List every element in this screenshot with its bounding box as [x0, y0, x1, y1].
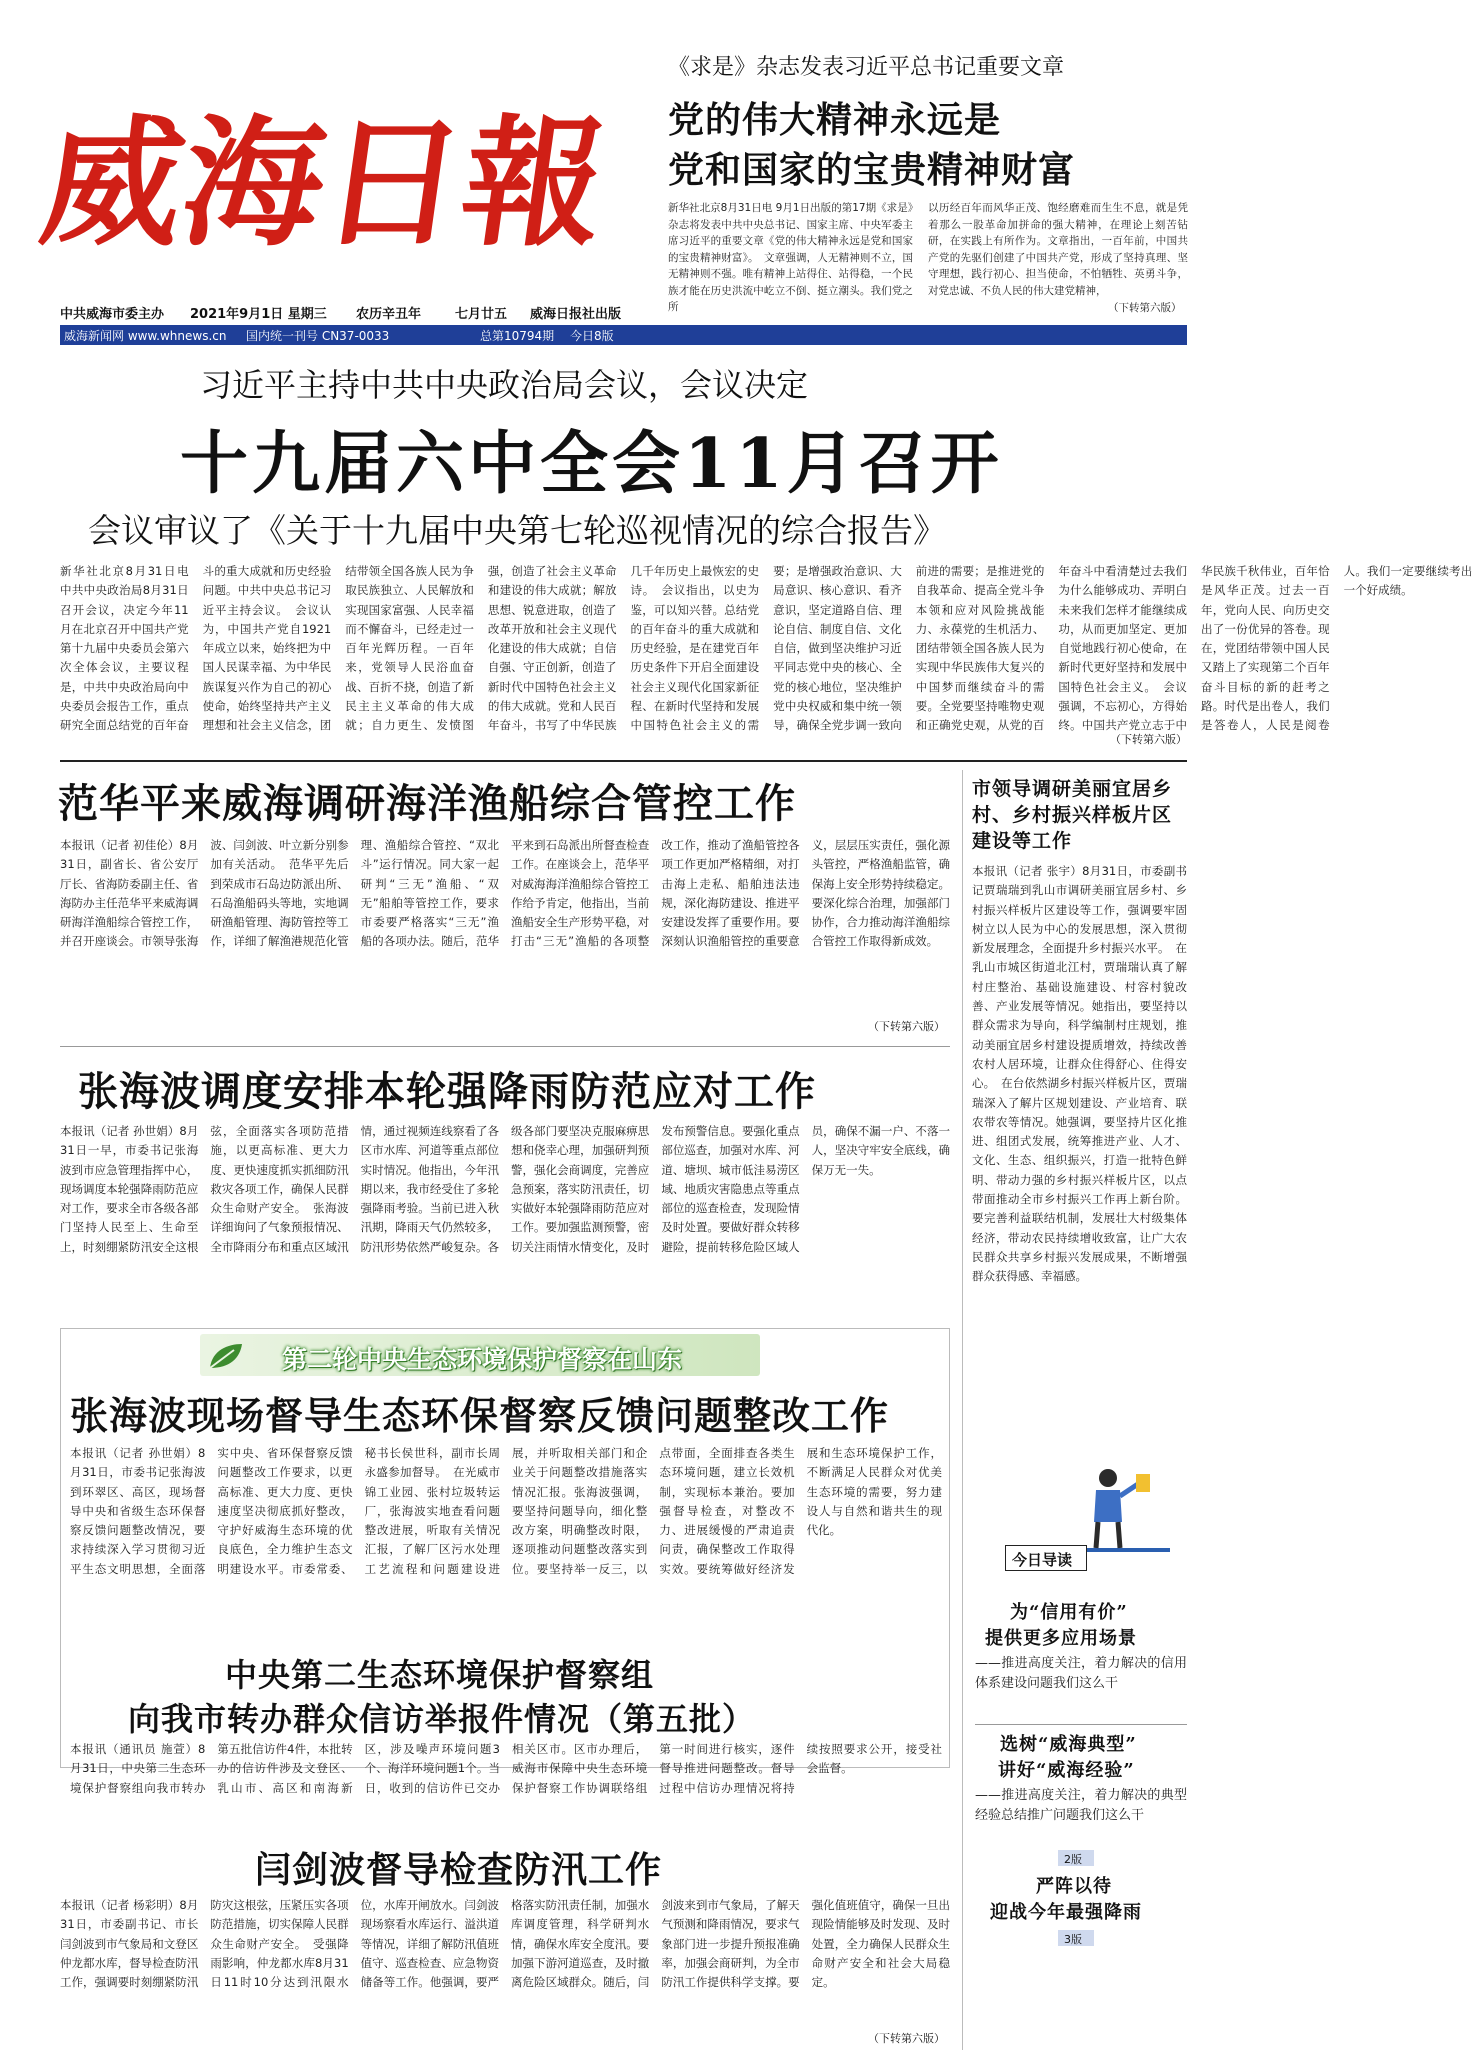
masthead-logo	[31, 101, 650, 266]
eco-story-body: 本报讯（记者 孙世娟）8月31日，市委书记张海波到环翠区、高区，现场督导中央和省级生态环保督察反馈问题整改情况，要求持续深入学习贯彻习近平生态文明思想，全面落实中央、省环保督察反馈问题整改工作要求，以更高标准、更大力度、更快速度坚决彻底抓好整改，守护好威海生态环境的优良底色，全力维护生态文明建设水平。市委常委、秘书长侯世科，副市长周永盛参加督导。 在光威市锦工业园、张村垃圾转运厂，张海波实地查看问题整改进展，听取有关情况汇报，了解厂区污水处理工艺流程和问题建设进展，并听取相关部门和企业关于问题整改措施落实情况汇报。张海波强调，要坚持问题导向，细化整改方案，明确整改时限，逐项推动问题整改落实到位。要坚持举一反三，以点带面，全面排查各类生态环境问题，建立长效机制，实现标本兼治。要加强督导检查，对整改不力、进展缓慢的严肃追责问责，确保整改工作取得实效。要统筹做好经济发展和生态环境保护工作，不断满足人民群众对优美生态环境的需要，努力建设人与自然和谐共生的现代化。	[70, 1446, 942, 1576]
top-story-kicker: 《求是》杂志发表习近平总书记重要文章	[668, 55, 1065, 80]
side-story-body: 本报讯（记者 张宇）8月31日，市委副书记贾瑞瑞到乳山市调研美丽宜居乡村、乡村振兴样板片区建设等工作，强调要牢固树立以人民为中心的发展思想，深入贯彻新发展理念，全面提升乡村振兴水平。 在乳山市城区街道北江村，贾瑞瑞认真了解村庄整治、基础设施建设、村容村貌改善、产业发展等情况。她指出，要坚持以群众需求为导向，科学编制村庄规划，推动美丽宜居乡村建设提质增效，持续改善农村人居环境，让群众住得舒心、住得安心。 在台依然湖乡村振兴样板片区，贾瑞瑞深入了解片区规划建设、产业培育、联农带农等情况。她强调，要坚持片区化推进、组团式发展，统筹推进产业、人才、文化、生态、组织振兴，打造一批特色鲜明、带动力强的乡村振兴样板片区，以点带面推动全市乡村振兴工作再上新台阶。要完善利益联结机制，发展壮大村级集体经济，带动农民持续增收致富，让广大农民群众共享乡村振兴发展成果，不断增强群众获得感、幸福感。	[972, 864, 1187, 1284]
top-story-title-2[interactable]: 党和国家的宝贵精神财富	[668, 149, 1076, 191]
divider-lead	[60, 760, 1187, 762]
lead-subtitle: 会议审议了《关于十九届中央第七轮巡视情况的综合报告》	[88, 511, 946, 550]
story2-body: 本报讯（记者 初佳伦）8月31日，副省长、省公安厅厅长、省海防委副主任、省海防办主任范华平来威海调研海洋渔船综合管控工作，并召开座谈会。市领导张海波、闫剑波、叶立新分别参加有关活动。 范华平先后到荣成市石岛边防派出所、石岛渔船码头等地，实地调研渔船管理、海防管控等工作，详细了解渔港规范化管理、渔船综合管控、“双北斗”运行情况。同大家一起研判“三无”渔船、“双无”船舶等管控工作，要求市委要严格落实“三无”渔船的各项办法。随后，范华平来到石岛派出所督查检查工作。在座谈会上，范华平对威海海洋渔船综合管控工作给予肯定，他指出，当前渔船安全生产形势平稳，对打击“三无”渔船的各项整改工作，推动了渔船管控各项工作更加严格精细，对打击海上走私、船舶违法违规，深化海防建设、推进平安建设发挥了重要作用。要深刻认识渔船管控的重要意义，层层压实责任，强化源头管控，严格渔船监管，确保海上安全形势持续稳定。要深化综合治理，加强部门协作，合力推动海洋渔船综合管控工作取得新成效。	[60, 838, 950, 949]
top-story-body-left: 新华社北京8月31日电 9月1日出版的第17期《求是》杂志将发表中共中央总书记、国家主席、中央军委主席习近平的重要文章《党的伟大精神永远是党和国家的宝贵精神财富》。 文章强调，人无精神则不立，国无精神则不强。唯有精神上站得住、站得稳，一个民族才能在历史洪流中屹立不倒、挺立潮头。我们党之所	[668, 202, 913, 313]
story4-jump[interactable]: （下转第六版）	[868, 2032, 945, 2045]
masthead-date: 2021年9月1日 星期三	[190, 307, 327, 322]
lead-body: 新华社北京8月31日电 中共中央政治局8月31日召开会议，决定今年11月在北京召开中国共产党第十九届中央委员会第六次全体会议，主要议程是，中共中央政治局向中央委员会报告工作，重点研究全面总结党的百年奋斗的重大成就和历史经验问题。中共中央总书记习近平主持会议。 会议认为，中国共产党自1921年成立以来，始终把为中国人民谋幸福、为中华民族谋复兴作为自己的初心使命，始终坚持共产主义理想和社会主义信念，团结带领全国各族人民为争取民族独立、人民解放和实现国家富强、人民幸福而不懈奋斗，已经走过一百年光辉历程。一百年来，党领导人民浴血奋战、百折不挠，创造了新民主主义革命的伟大成就；自力更生、发愤图强，创造了社会主义革命和建设的伟大成就；解放思想、锐意进取，创造了改革开放和社会主义现代化建设的伟大成就；自信自强、守正创新，创造了新时代中国特色社会主义的伟大成就。党和人民百年奋斗，书写了中华民族几千年历史上最恢宏的史诗。 会议指出，以史为鉴，可以知兴替。总结党的百年奋斗的重大成就和历史经验，是在建党百年历史条件下开启全面建设社会主义现代化国家新征程、在新时代坚持和发展中国特色社会主义的需要；是增强政治意识、大局意识、核心意识、看齐意识，坚定道路自信、理论自信、制度自信、文化自信，做到坚决维护习近平同志党中央的核心、全党的核心地位，坚决维护党中央权威和集中统一领导，确保全党步调一致向前进的需要；是推进党的自我革命、提高全党斗争本领和应对风险挑战能力、永葆党的生机活力、团结带领全国各族人民为实现中华民族伟大复兴的中国梦而继续奋斗的需要。全党要坚持唯物史观和正确党史观，从党的百年奋斗中看清楚过去我们为什么能够成功、弄明白未来我们怎样才能继续成功，从而更加坚定、更加自觉地践行初心使命，在新时代更好坚持和发展中国特色社会主义。 会议强调，不忘初心，方得始终。中国共产党立志于中华民族千秋伟业，百年恰是风华正茂。过去一百年，党向人民、向历史交出了一份优异的答卷。现在，党团结带领中国人民又踏上了实现第二个百年奋斗目标的新的赶考之路。时代是出卷人，我们是答卷人，人民是阅卷人。我们一定要继续考出一个好成绩。	[60, 564, 1472, 733]
eco-notice-body: 本报讯（通讯员 施萱）8月31日，中央第二生态环境保护督察组向我市转办第五批信访件4件，本批转办的信访件涉及文登区、乳山市、高区和南海新区，涉及噪声环境问题3个、海洋环境问题1个。当日，收到的信访件已交办相关区市。区市办理后，威海市保障中央生态环境保护督察工作协调联络组第一时间进行核实，逐件督导推进问题整改。督导过程中信访办理情况将持续按照要求公开，接受社会监督。	[70, 1742, 942, 1795]
side-column-rule	[962, 770, 963, 2050]
masthead-lunar-day: 七月廿五	[455, 307, 508, 322]
eco-banner-text: 第二轮中央生态环境保护督察在山东	[282, 1345, 683, 1374]
logo-calligraphy	[31, 101, 650, 266]
guide-item-2-desc: ——推进高度关注，着力解决的典型经验总结推广问题我们这么干	[975, 1788, 1187, 1823]
guide-item-2-page[interactable]: 2版	[1064, 1853, 1082, 1866]
guide-item-3-title-1[interactable]: 严阵以待	[1036, 1876, 1112, 1897]
guide-header: 今日导读	[1012, 1551, 1073, 1569]
guide-item-3-title-2[interactable]: 迎战今年最强降雨	[990, 1902, 1142, 1923]
masthead-bar	[60, 325, 1187, 345]
story2-title[interactable]: 范华平来威海调研海洋渔船综合管控工作	[58, 780, 796, 827]
story4-body: 本报讯（记者 杨彩明）8月31日，市委副书记、市长闫剑波到市气象局和文登区仲龙都水库，督导检查防汛工作，强调要时刻绷紧防汛防灾这根弦，压紧压实各项防范措施，切实保障人民群众生命财产安全。 受强降雨影响，仲龙都水库8月31日11时10分达到汛限水位，水库开闸放水。闫剑波现场察看水库运行、溢洪道等情况，详细了解防汛值班值守、巡查检查、应急物资储备等工作。他强调，要严格落实防汛责任制，加强水库调度管理，科学研判水情，确保水库安全度汛。要加强下游河道巡查，及时撤离危险区域群众。随后，闫剑波来到市气象局，了解天气预测和降雨情况，要求气象部门进一步提升预报准确率，加强会商研判，为全市防汛工作提供科学支撑。要强化值班值守，确保一旦出现险情能够及时发现、及时处置，全力确保人民群众生命财产安全和社会大局稳定。	[60, 1898, 950, 1990]
story2-jump[interactable]: （下转第六版）	[868, 1020, 945, 1033]
top-story-jump[interactable]: （下转第六版）	[1108, 302, 1182, 314]
guide-divider-1	[975, 1724, 1187, 1725]
masthead-pages: 今日8版	[570, 329, 614, 343]
leaf-icon	[206, 1340, 246, 1372]
masthead-website[interactable]: 威海新闻网 www.whnews.cn	[64, 329, 227, 343]
guide-item-2-title-1[interactable]: 选树“威海典型”	[1000, 1734, 1137, 1755]
eco-notice-title-1[interactable]: 中央第二生态环境保护督察组	[225, 1656, 655, 1694]
masthead-host: 中共威海市委主办	[60, 307, 165, 322]
story4-title[interactable]: 闫剑波督导检查防汛工作	[255, 1849, 663, 1891]
eco-notice-title-2[interactable]: 向我市转办群众信访举报件情况（第五批）	[128, 1700, 756, 1738]
logo-text: 威海日報	[31, 101, 615, 266]
guide-item-1-title-1[interactable]: 为“信用有价”	[1010, 1602, 1128, 1623]
masthead-issn: 国内统一刊号 CN37-0033	[246, 329, 390, 343]
guide-item-2-title-2[interactable]: 讲好“威海经验”	[998, 1760, 1135, 1781]
masthead-lunar: 农历辛丑年	[356, 307, 422, 322]
guide-item-1-title-2[interactable]: 提供更多应用场景	[985, 1628, 1137, 1649]
guide-item-1-desc: ——推进高度关注，着力解决的信用体系建设问题我们这么干	[975, 1656, 1187, 1691]
story3-body: 本报讯（记者 孙世娟）8月31日一早，市委书记张海波到市应急管理指挥中心，现场调度本轮强降雨防范应对工作，要求全市各级各部门坚持人民至上、生命至上，时刻绷紧防汛安全这根弦，全面落实各项防范措施，以更高标准、更大力度、更快速度抓实抓细防汛救灾各项工作，确保人民群众生命财产安全。 张海波详细询问了气象预报情况、全市降雨分布和重点区域汛情，通过视频连线察看了各区市水库、河道等重点部位实时情况。他指出，今年汛期以来，我市经受住了多轮强降雨考验。当前已进入秋汛期，降雨天气仍然较多，防汛形势依然严峻复杂。各级各部门要坚决克服麻痹思想和侥幸心理，加强研判预警，强化会商调度，完善应急预案，落实防汛责任，切实做好本轮强降雨防范应对工作。要加强监测预警，密切关注雨情水情变化，及时发布预警信息。要强化重点部位巡查，加强对水库、河道、塘坝、城市低洼易涝区域、地质灾害隐患点等重点部位的巡查检查，发现险情及时处置。要做好群众转移避险，提前转移危险区域人员，确保不漏一户、不落一人，坚决守牢安全底线，确保万无一失。	[60, 1124, 950, 1254]
side-story-title[interactable]: 市领导调研美丽宜居乡村、乡村振兴样板片区建设等工作	[972, 778, 1173, 852]
guide-item-3-page[interactable]: 3版	[1064, 1933, 1082, 1946]
masthead-publisher: 威海日报社出版	[530, 307, 622, 322]
story3-title[interactable]: 张海波调度安排本轮强降雨防范应对工作	[78, 1068, 816, 1115]
lead-title[interactable]: 十九届六中全会11月召开	[180, 424, 1003, 504]
top-story-title-1[interactable]: 党的伟大精神永远是	[668, 99, 1002, 141]
eco-story-title[interactable]: 张海波现场督导生态环保督察反馈问题整改工作	[70, 1393, 890, 1438]
lead-kicker: 习近平主持中共中央政治局会议，会议决定	[200, 366, 809, 404]
masthead-issue: 总第10794期	[480, 329, 555, 343]
divider-story2	[60, 1046, 950, 1047]
lead-jump[interactable]: （下转第六版）	[1110, 733, 1187, 746]
top-story-body-right: 以历经百年而风华正茂、饱经磨难而生生不息，就是凭着那么一股革命加拼命的强大精神，在理论上刻苦钻研，在实践上有所作为。文章指出，一百年前，中国共产党的先驱们创建了中国共产党，形成了坚持真理、坚守理想，践行初心、担当使命，不怕牺牲、英勇斗争，对党忠诚、不负人民的伟大建党精神，	[928, 202, 1188, 297]
